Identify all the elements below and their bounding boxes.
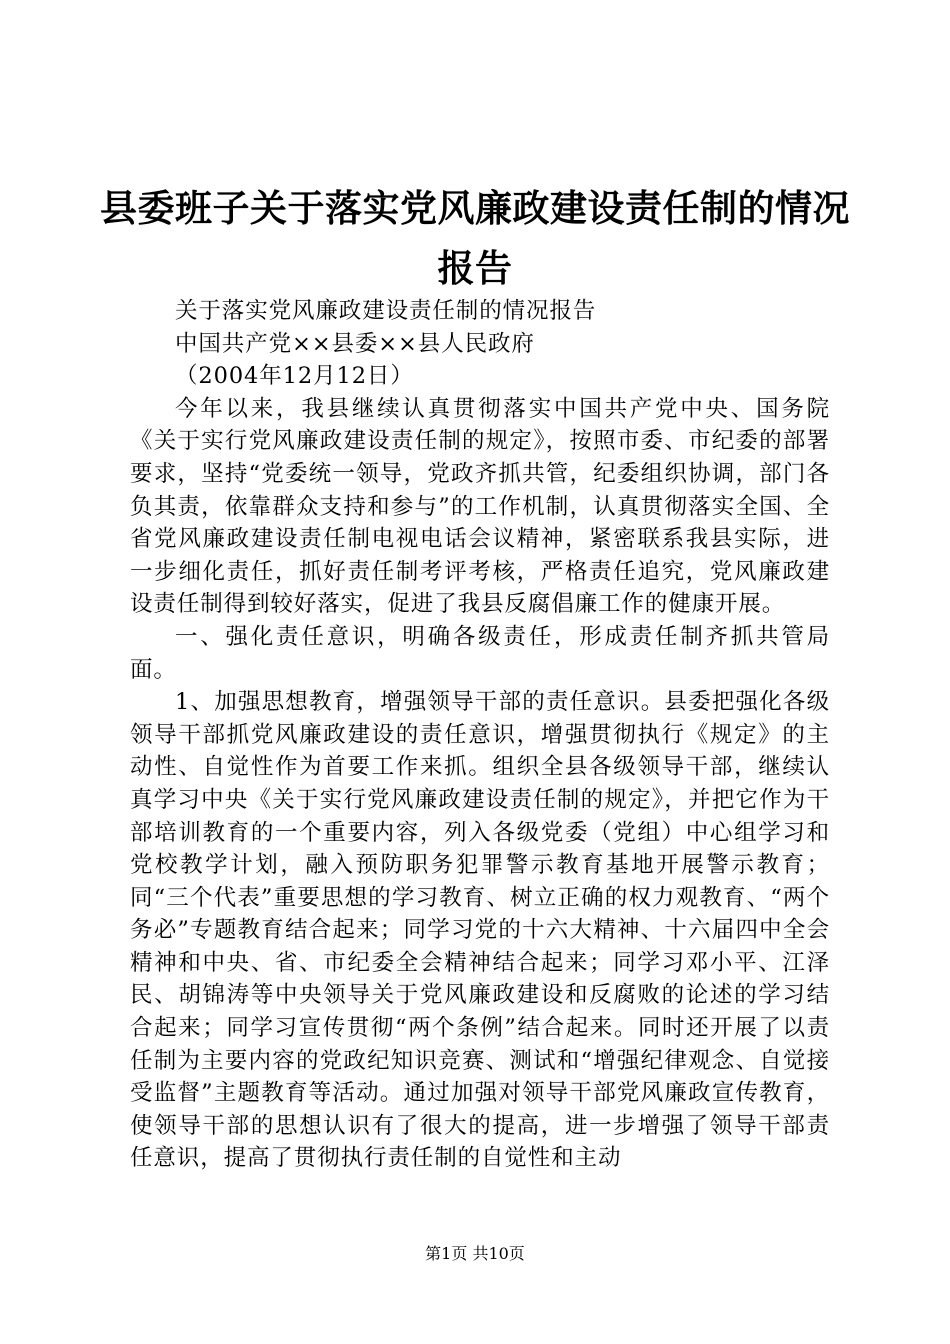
subtitle: 关于落实党风廉政建设责任制的情况报告 [175, 298, 597, 324]
issuing-authority: 中国共产党××县委××县人民政府 [175, 330, 535, 357]
body-paragraph: 1、加强思想教育，增强领导干部的责任意识。县委把强化各级领导干部抓党风廉政建设的责任意识，增强贯彻执行《规定》的主动性、自觉性作为首要工作来抓。组织全县各级领导干部，继续认真学习中央《关于实行党风廉政建设责任制的规定》，并把它作为干部培训教育的一个重要内容，列入各级党委（党组）中心组学习和党校教学计划，融入预防职务犯罪警示教育基地开展警示教育；同“三个代表”重要思想的学习教育、树立正确的权力观教育、“两个务必”专题教育结合起来；同学习党的十六大精神、十六届四中全会精神和中央、省、市纪委全会精神结合起来；同学习邓小平、江泽民、胡锦涛等中央领导关于党风廉政建设和反腐败的论述的学习结合起来；同学习宣传贯彻“两个条例”结合起来。同时还开展了以责任制为主要内容的党政纪知识竞赛、测试和“增强纪律观念、自觉接受监督”主题教育等活动。通过加强对领导干部党风廉政宣传教育，使领导干部的思想认识有了很大的提高，进一步增强了领导干部责任意识，提高了贯彻执行责任制的自觉性和主动 [130, 689, 830, 1172]
section-heading: 一、强化责任意识，明确各级责任，形成责任制齐抓共管局面。 [130, 623, 830, 683]
page-footer: 第1页 共10页 [425, 1244, 525, 1263]
document-title-line-1: 县委班子关于落实党风廉政建设责任制的情况 [100, 186, 850, 230]
document-date: （2004年12月12日） [175, 363, 414, 390]
document-title-line-2: 报告 [437, 246, 513, 290]
body-paragraph: 今年以来，我县继续认真贯彻落实中国共产党中央、国务院《关于实行党风廉政建设责任制的规定》，按照市委、市纪委的部署要求，坚持“党委统一领导，党政齐抓共管，纪委组织协调，部门各负其责，依靠群众支持和参与”的工作机制，认真贯彻落实全国、全省党风廉政建设责任制电视电话会议精神，紧密联系我县实际，进一步细化责任，抓好责任制考评考核，严格责任追究，党风廉政建设责任制得到较好落实，促进了我县反腐倡廉工作的健康开展。 [130, 395, 830, 618]
document-body [130, 295, 830, 1175]
